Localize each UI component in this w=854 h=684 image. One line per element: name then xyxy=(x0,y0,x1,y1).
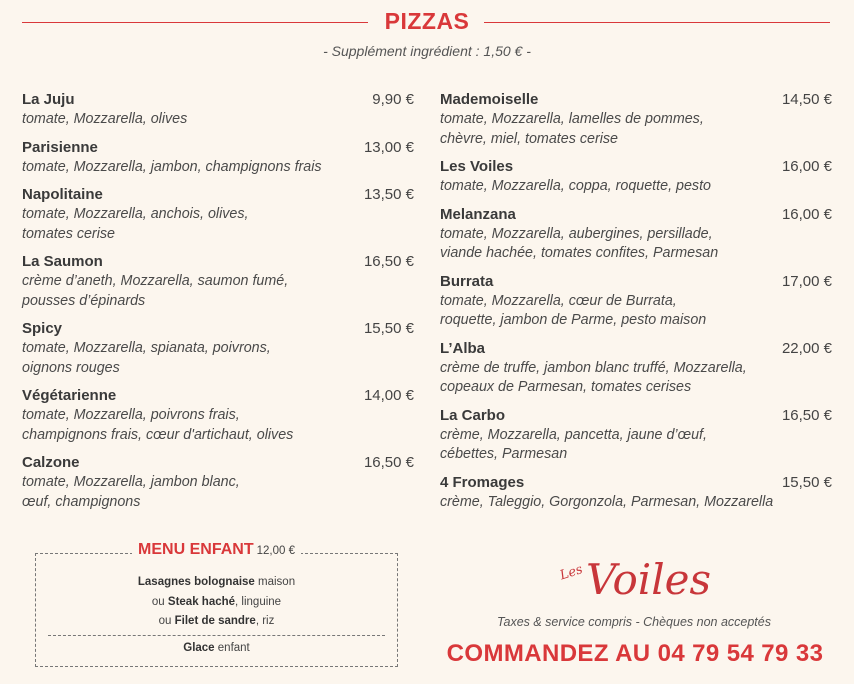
item-price: 16,50 € xyxy=(363,454,414,471)
kids-dessert-detail: enfant xyxy=(214,642,250,654)
menu-item xyxy=(440,406,832,465)
kids-choice-lasagnes xyxy=(36,573,397,593)
item-description: tomate, Mozzarella, anchois, olives, tomates cerise xyxy=(22,206,249,242)
item-name: La Saumon xyxy=(22,253,103,270)
kids-menu-title: MENU ENFANT xyxy=(138,541,254,558)
menu-item xyxy=(22,453,414,512)
kids-choice-side: , riz xyxy=(255,615,275,627)
item-name: Burrata xyxy=(440,272,494,290)
logo-main-text: Voiles xyxy=(586,555,712,604)
kids-choice-main: Filet de sandre xyxy=(174,615,256,627)
menu-item xyxy=(440,90,832,149)
kids-choice-side: , linguine xyxy=(235,595,282,608)
kids-choice-main: Steak haché xyxy=(167,595,236,608)
item-description: tomate, Mozzarella, lamelles de pommes, chèvre, miel, tomates cerise xyxy=(440,111,704,147)
item-price: 15,50 € xyxy=(781,473,832,491)
item-name: Calzone xyxy=(22,454,80,471)
kids-choice-steak xyxy=(36,593,397,613)
item-description: crème de truffe, jambon blanc truffé, Mozzarella, copeaux de Parmesan, tomates cerises xyxy=(440,359,747,395)
order-phone: COMMANDEZ AU 04 79 54 79 33 xyxy=(446,640,824,667)
logo-small-text: Les xyxy=(558,562,585,584)
supplement-note: - Supplément ingrédient : 1,50 € - xyxy=(323,43,531,59)
item-name: Les Voiles xyxy=(440,158,514,175)
item-name: Melanzana xyxy=(440,205,516,223)
item-price: 16,00 € xyxy=(781,205,832,223)
menu-item xyxy=(22,319,414,378)
menu-item xyxy=(22,138,414,178)
item-description: tomate, Mozzarella, cœur de Burrata, roquette, jambon de Parme, pesto maison xyxy=(440,292,707,328)
les-voiles-logo xyxy=(552,538,712,608)
item-name: Mademoiselle xyxy=(440,91,539,108)
kids-menu-box xyxy=(35,541,398,667)
item-price: 15,50 € xyxy=(363,320,414,337)
left-menu-column xyxy=(22,90,414,520)
item-name: Végétarienne xyxy=(22,387,117,404)
taxes-note: Taxes & service compris - Chèques non acceptés xyxy=(497,615,771,629)
item-description: tomate, Mozzarella, aubergines, persillade, viande hachée, tomates confites, Parmesan xyxy=(440,225,719,261)
kids-choice-or: ou xyxy=(158,615,175,627)
item-description: tomate, Mozzarella, jambon, champignons frais xyxy=(22,158,322,175)
item-price: 16,00 € xyxy=(781,158,832,175)
item-price: 13,00 € xyxy=(363,138,414,156)
item-name: Parisienne xyxy=(22,138,98,156)
kids-dessert xyxy=(36,642,397,654)
page-title: PIZZAS xyxy=(384,8,470,34)
kids-choice-main: Lasagnes bolognaise xyxy=(137,576,255,588)
item-price: 14,00 € xyxy=(363,387,414,404)
item-name: Spicy xyxy=(22,320,63,337)
menu-item xyxy=(440,339,832,398)
item-description: crème, Taleggio, Gorgonzola, Parmesan, Mozzarella xyxy=(440,493,774,510)
kids-choice-sandre xyxy=(36,612,397,632)
item-description: crème, Mozzarella, pancetta, jaune d’œuf, cébettes, Parmesan xyxy=(440,426,707,462)
page-header xyxy=(0,8,854,36)
menu-item xyxy=(440,157,832,197)
item-name: 4 Fromages xyxy=(440,473,525,491)
menu-item xyxy=(440,205,832,264)
item-price: 22,00 € xyxy=(781,339,832,357)
item-description: tomate, Mozzarella, jambon blanc, œuf, champignons xyxy=(22,474,240,510)
kids-choice-side: maison xyxy=(254,576,296,588)
kids-choice-or: ou xyxy=(151,595,168,608)
menu-item xyxy=(22,90,414,130)
item-price: 13,50 € xyxy=(363,186,414,203)
kids-menu-header xyxy=(36,541,397,559)
menu-item xyxy=(22,386,414,445)
item-name: Napolitaine xyxy=(22,186,103,203)
header-right-rule xyxy=(484,22,830,23)
right-menu-column xyxy=(440,90,832,520)
item-description: tomate, Mozzarella, poivrons frais, champignons frais, cœur d'artichaut, olives xyxy=(22,407,294,443)
kids-menu-price: 12,00 € xyxy=(256,545,295,557)
item-description: tomate, Mozzarella, olives xyxy=(22,111,188,127)
menu-item xyxy=(22,252,414,311)
item-description: crème d’aneth, Mozzarella, saumon fumé, pousses d’épinards xyxy=(22,273,289,309)
item-name: La Carbo xyxy=(440,406,506,424)
item-price: 16,50 € xyxy=(781,406,832,424)
menu-item xyxy=(22,185,414,244)
item-description: tomate, Mozzarella, coppa, roquette, pesto xyxy=(440,178,711,194)
kids-menu-divider xyxy=(48,635,385,636)
kids-menu-choices xyxy=(36,573,397,632)
item-price: 14,50 € xyxy=(781,91,832,108)
item-name: L’Alba xyxy=(440,339,486,357)
kids-dessert-name: Glace xyxy=(183,642,215,654)
item-price: 16,50 € xyxy=(363,253,414,270)
item-description: tomate, Mozzarella, spianata, poivrons, oignons rouges xyxy=(22,340,271,376)
menu-item xyxy=(440,473,832,513)
item-name: La Juju xyxy=(22,91,75,108)
menu-item xyxy=(440,272,832,331)
item-price: 9,90 € xyxy=(372,91,414,108)
item-price: 17,00 € xyxy=(781,272,832,290)
